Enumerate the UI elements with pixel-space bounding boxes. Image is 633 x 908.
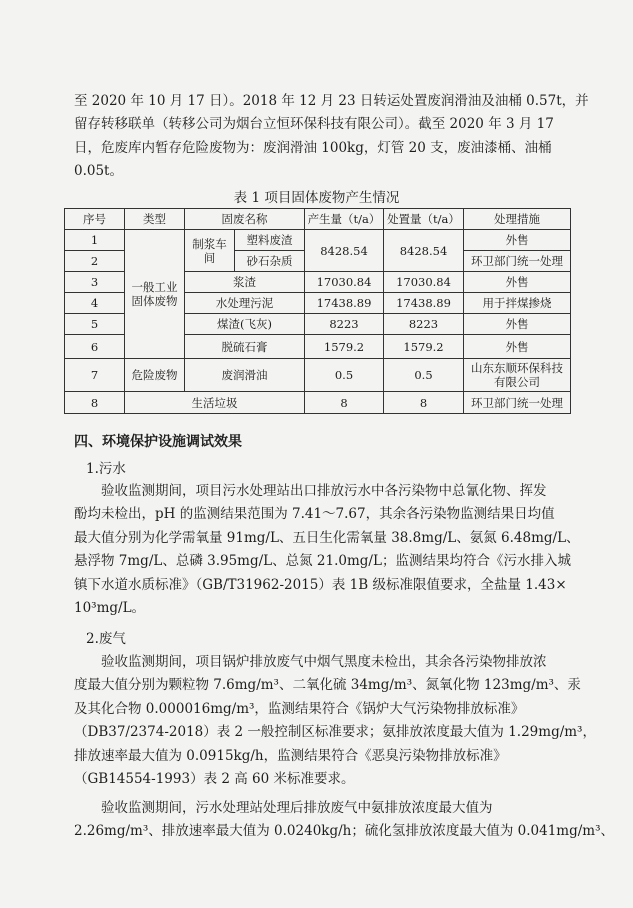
cell-produced: 17030.84 xyxy=(305,272,384,293)
exhaust-paragraph xyxy=(74,651,596,791)
exhaust-paragraph-2 xyxy=(74,797,614,844)
cell-produced: 8 xyxy=(305,392,384,414)
cell-name: 废润滑油 xyxy=(185,359,305,392)
cell-no: 2 xyxy=(65,251,125,272)
cell-no: 8 xyxy=(65,392,125,414)
header-cell: 产生量（t/a） xyxy=(305,209,384,230)
table-header-row xyxy=(65,209,571,230)
text-line: （GB14554-1993）表 2 高 60 米标准要求。 xyxy=(74,771,355,788)
cell-produced: 8428.54 xyxy=(305,230,384,272)
text-line: 验收监测期间，项目污水处理站出口排放污水中各污染物中总氰化物、挥发 xyxy=(101,483,547,499)
header-cell: 处理措施 xyxy=(464,209,571,230)
table-row xyxy=(65,359,571,392)
cell-name: 脱硫石膏 xyxy=(185,335,305,359)
text-line: 10³mg/L。 xyxy=(74,600,146,617)
cell-disposed: 8 xyxy=(384,392,464,414)
cell-produced: 0.5 xyxy=(305,359,384,392)
text-line: 0.05t。 xyxy=(74,163,123,180)
cell-measure: 环卫部门统一处理 xyxy=(464,392,571,414)
header-cell: 类型 xyxy=(125,209,185,230)
cell-measure: 用于拌煤掺烧 xyxy=(464,293,571,314)
cell-produced: 8223 xyxy=(305,314,384,335)
cell-name: 浆渣 xyxy=(185,272,305,293)
text-line: 度最大值分别为颗粒物 7.6mg/m³、二氧化硫 34mg/m³、氮氧化物 123mg/m³、汞 xyxy=(74,677,581,694)
table-row xyxy=(65,230,571,251)
text-line: 验收监测期间，项目锅炉排放废气中烟气黑度未检出，其余各污染物排放浓 xyxy=(101,654,547,670)
header-cell: 处置量（t/a） xyxy=(384,209,464,230)
cell-workshop: 制浆车间 xyxy=(185,230,235,272)
cell-measure: 外售 xyxy=(464,230,571,251)
sewage-paragraph xyxy=(74,480,580,620)
cell-disposed: 8428.54 xyxy=(384,230,464,272)
cell-measure: 外售 xyxy=(464,335,571,359)
cell-name: 砂石杂质 xyxy=(235,251,305,272)
cell-disposed: 17438.89 xyxy=(384,293,464,314)
cell-disposed: 0.5 xyxy=(384,359,464,392)
cell-name: 煤渣(飞灰) xyxy=(185,314,305,335)
text-line: 悬浮物 7mg/L、总磷 3.95mg/L、总氮 21.0mg/L；监测结果均符合《污水排入城 xyxy=(74,553,571,570)
cell-name: 生活垃圾 xyxy=(125,392,305,414)
section-heading: 四、环境保护设施调试效果 xyxy=(74,434,242,450)
cell-name: 水处理污泥 xyxy=(185,293,305,314)
solid-waste-table xyxy=(64,208,571,414)
table-caption: 表 1 项目固体废物产生情况 xyxy=(233,190,400,206)
text-line: 日，危废库内暂存危险废物为：废润滑油 100kg，灯管 20 支，废油漆桶、油桶 xyxy=(74,139,552,156)
cell-no: 1 xyxy=(65,230,125,251)
cell-produced: 17438.89 xyxy=(305,293,384,314)
cell-no: 7 xyxy=(65,359,125,392)
text-line: 排放速率最大值为 0.0915kg/h，监测结果符合《恶臭污染物排放标准》 xyxy=(74,747,507,764)
cell-no: 6 xyxy=(65,335,125,359)
header-cell: 固废名称 xyxy=(185,209,305,230)
header-cell: 序号 xyxy=(65,209,125,230)
text-line: 酚均未检出，pH 的监测结果范围为 7.41～7.67，其余各污染物监测结果日均值 xyxy=(74,506,555,523)
cell-disposed: 1579.2 xyxy=(384,335,464,359)
cell-measure: 外售 xyxy=(464,272,571,293)
subheading-sewage: 1.污水 xyxy=(86,461,126,477)
cell-no: 5 xyxy=(65,314,125,335)
text-line: 2.26mg/m³、排放速率最大值为 0.0240kg/h；硫化氢排放浓度最大值为 0.041mg/m³、 xyxy=(74,823,614,840)
text-line: 镇下水道水质标准》（GB/T31962-2015）表 1B 级标准限值要求，全盐量 1.43× xyxy=(74,576,567,593)
cell-disposed: 17030.84 xyxy=(384,272,464,293)
cell-produced: 1579.2 xyxy=(305,335,384,359)
table-row xyxy=(65,392,571,414)
cell-measure: 外售 xyxy=(464,314,571,335)
cell-type: 危险废物 xyxy=(125,359,185,392)
cell-no: 4 xyxy=(65,293,125,314)
cell-measure: 环卫部门统一处理 xyxy=(464,251,571,272)
cell-disposed: 8223 xyxy=(384,314,464,335)
text-line: 验收监测期间，污水处理站处理后排放废气中氨排放浓度最大值为 xyxy=(101,800,493,816)
text-line: 留存转移联单（转移公司为烟台立恒环保科技有限公司）。截至 2020 年 3 月 17 xyxy=(74,116,554,133)
cell-measure: 山东东顺环保科技有限公司 xyxy=(464,359,571,392)
text-line: （DB37/2374-2018）表 2 一般控制区标准要求；氨排放浓度最大值为 1.29mg/m³， xyxy=(74,724,596,741)
text-line: 及其化合物 0.000016mg/m³，监测结果符合《锅炉大气污染物排放标准》 xyxy=(74,700,525,717)
subheading-exhaust: 2.废气 xyxy=(86,631,126,647)
intro-paragraph xyxy=(74,90,589,184)
text-line: 至 2020 年 10 月 17 日）。2018 年 12 月 23 日转运处置废润滑油及油桶 0.57t，并 xyxy=(74,93,589,109)
text-line: 最大值分别为化学需氧量 91mg/L、五日生化需氧量 38.8mg/L、氨氮 6.48mg/L、 xyxy=(74,529,580,546)
cell-name: 塑料废渣 xyxy=(235,230,305,251)
cell-type: 一般工业固体废物 xyxy=(125,230,185,359)
cell-no: 3 xyxy=(65,272,125,293)
